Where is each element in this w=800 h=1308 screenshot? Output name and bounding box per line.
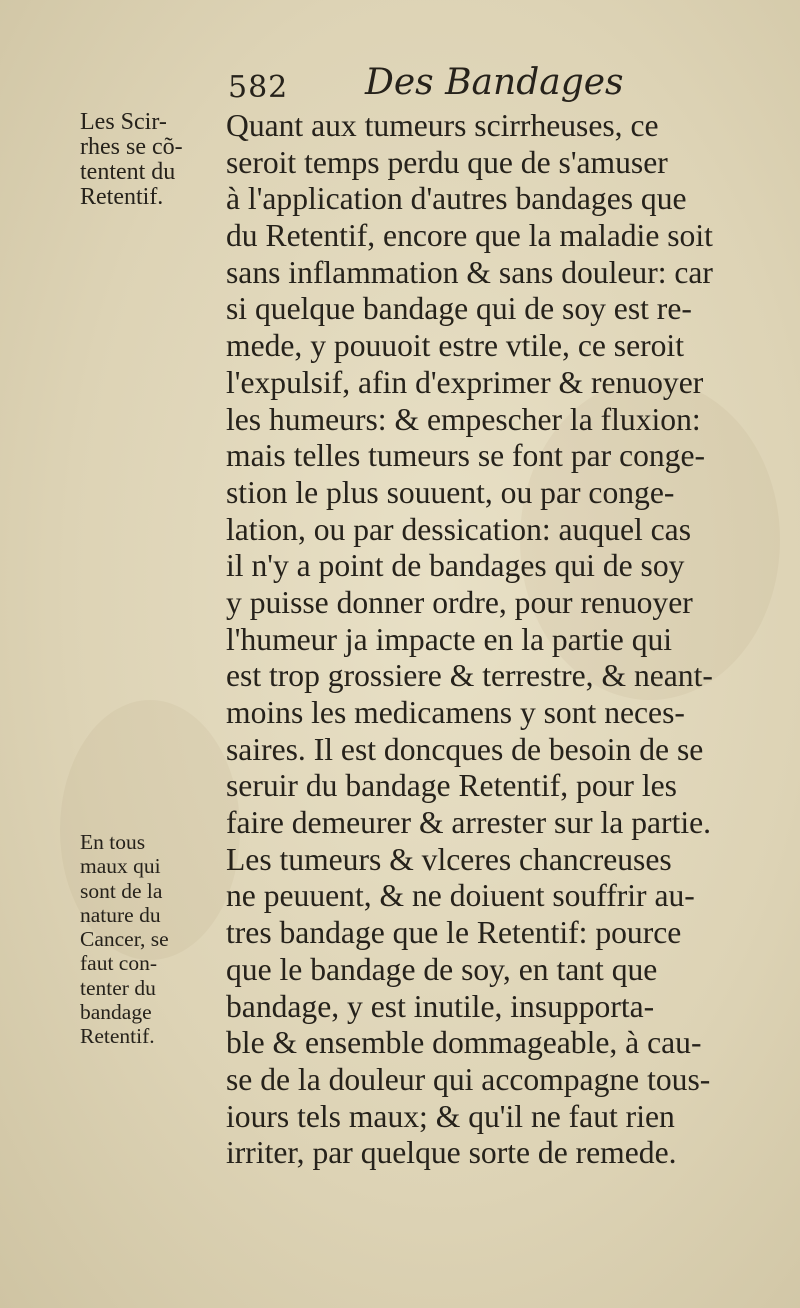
text-line: iours tels maux; & qu'il ne faut rien: [226, 1098, 675, 1134]
text-line: y puisse donner ordre, pour renuoyer: [226, 584, 693, 620]
text-line: irriter, par quelque sorte de remede.: [226, 1135, 677, 1171]
margin-note-scirrhes: [80, 110, 220, 210]
text-line: mede, y pouuoit estre vtile, ce seroit: [226, 328, 684, 364]
text-line: bandage, y est inutile, insupporta-: [226, 988, 655, 1024]
text-line: tres bandage que le Retentif: pource: [226, 915, 682, 951]
text-line: Les tumeurs & vlceres chancreuses: [226, 841, 672, 877]
margin-note-line: tenter du: [80, 975, 156, 1000]
text-line: du Retentif, encore que la maladie soit: [226, 218, 713, 254]
text-line: saires. Il est doncques de besoin de se: [226, 731, 704, 767]
text-line: il n'y a point de bandages qui de soy: [226, 548, 685, 584]
margin-note-cancer: [80, 830, 220, 1049]
text-line: que le bandage de soy, en tant que: [226, 951, 658, 987]
margin-note-line: Cancer, se: [80, 927, 169, 952]
text-line: moins les medicamens y sont neces-: [226, 695, 685, 730]
margin-note-line: tentent du: [80, 159, 176, 185]
page-header: [0, 58, 800, 108]
margin-note-line: En tous: [80, 830, 146, 854]
text-line: mais telles tumeurs se font par conge-: [226, 438, 706, 474]
margin-note-line: sont de la: [80, 878, 163, 903]
margin-note-line: nature du: [80, 902, 161, 927]
text-line: se de la douleur qui accompagne tous-: [226, 1061, 711, 1097]
text-line: ne peuuent, & ne doiuent souffrir au-: [226, 878, 695, 914]
body-text: [226, 108, 766, 1172]
text-line: les humeurs: & empescher la fluxion:: [226, 401, 701, 437]
margin-note-line: rhes se cõ-: [80, 134, 183, 160]
margin-note-line: Retentif.: [80, 1024, 155, 1049]
margin-note-line: maux qui: [80, 854, 161, 879]
text-line: lation, ou par dessication: auquel cas: [226, 511, 691, 547]
text-line: l'humeur ja impacte en la partie qui: [226, 621, 673, 657]
running-title: Des Bandages: [365, 62, 624, 103]
text-line: ble & ensemble dommageable, à cau-: [226, 1025, 702, 1061]
text-line: seruir du bandage Retentif, pour les: [226, 768, 677, 804]
page-number: 582: [228, 70, 289, 105]
text-line: seroit temps perdu que de s'amuser: [226, 144, 668, 180]
margin-note-line: bandage: [80, 1000, 152, 1025]
text-line: faire demeurer & arrester sur la partie.: [226, 805, 712, 841]
text-line: l'expulsif, afin d'exprimer & renuoyer: [226, 364, 704, 400]
text-line: est trop grossiere & terrestre, & neant-: [226, 658, 713, 694]
margin-note-line: Retentif.: [80, 184, 164, 210]
margin-note-line: Les Scir-: [80, 109, 167, 135]
text-line: si quelque bandage qui de soy est re-: [226, 291, 692, 327]
margin-note-line: faut con-: [80, 951, 158, 976]
text-line: Quant aux tumeurs scirrheuses, ce: [226, 108, 659, 143]
text-line: sans inflammation & sans douleur: car: [226, 254, 713, 290]
text-line: stion le plus souuent, ou par conge-: [226, 474, 675, 510]
text-line: à l'application d'autres bandages que: [226, 181, 687, 217]
